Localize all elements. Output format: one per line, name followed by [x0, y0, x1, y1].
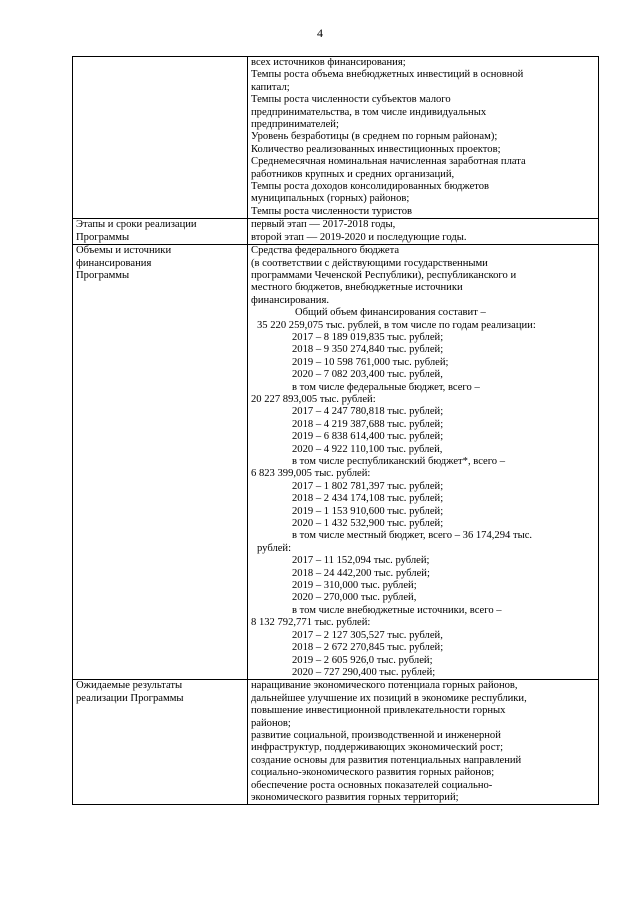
row-label-cell	[73, 245, 248, 680]
content-line: 2018 – 4 219 387,688 тыс. рублей;	[292, 418, 444, 430]
table-row	[73, 219, 599, 245]
content-line: всех источников финансирования;	[251, 57, 406, 68]
content-line: 20 227 893,005 тыс. рублей:	[251, 393, 376, 405]
content-line: 2017 – 11 152,094 тыс. рублей;	[292, 555, 430, 567]
content-line: 2017 – 1 802 781,397 тыс. рублей;	[292, 480, 444, 492]
content-line: Общий объем финансирования составит –	[295, 307, 486, 319]
content-line: первый этап — 2017-2018 годы,	[251, 219, 396, 231]
row-content-cell	[248, 57, 599, 219]
row-content-cell	[248, 680, 599, 805]
row-label: Программы	[76, 269, 130, 281]
content-line: развитие социальной, производственной и инженерной	[251, 729, 501, 741]
content-line: Темпы роста объема внебюджетных инвестиций в основной	[251, 69, 524, 81]
content-line: Темпы роста численности туристов	[251, 205, 413, 217]
content-line: 2019 – 1 153 910,600 тыс. рублей;	[292, 505, 444, 517]
content-line: Среднемесячная номинальная начисленная заработная плата	[251, 156, 526, 168]
row-label: Программы	[76, 231, 130, 243]
content-line: обеспечение роста основных показателей социально-	[251, 779, 493, 791]
content-line: рублей:	[257, 542, 292, 554]
table-row	[73, 245, 599, 680]
content-line: создание основы для развития потенциальных направлений	[251, 754, 522, 766]
content-line: Количество реализованных инвестиционных проектов;	[251, 143, 501, 155]
content-line: 2019 – 10 598 761,000 тыс. рублей;	[292, 356, 449, 368]
content-line: в том числе внебюджетные источники, всего –	[292, 604, 502, 616]
content-line: (в соответствии с действующими государственными	[251, 257, 488, 269]
content-line: 2017 – 2 127 305,527 тыс. рублей,	[292, 629, 443, 641]
content-line: повышение инвестиционной привлекательности горных	[251, 705, 506, 717]
content-line: 8 132 792,771 тыс. рублей:	[251, 617, 371, 629]
content-line: в том числе местный бюджет, всего – 36 174,294 тыс.	[292, 530, 533, 542]
row-label: финансирования	[76, 257, 152, 269]
row-label-cell	[73, 680, 248, 805]
content-line: экономического развития горных территорий;	[251, 791, 459, 803]
content-line: Уровень безработицы (в среднем по горным районам);	[251, 131, 498, 143]
content-line: капитал;	[251, 81, 290, 93]
content-line: 2020 – 727 290,400 тыс. рублей;	[292, 666, 436, 678]
row-label-cell	[73, 219, 248, 245]
content-line: 2020 – 7 082 203,400 тыс. рублей,	[292, 369, 443, 381]
table-row	[73, 57, 599, 219]
content-line: наращивание экономического потенциала горных районов,	[251, 680, 518, 692]
content-line: 2019 – 310,000 тыс. рублей;	[292, 580, 417, 592]
content-line: местного бюджетов, внебюджетные источники	[251, 282, 463, 294]
row-label: Объемы и источники	[76, 245, 172, 257]
content-line: 2017 – 8 189 019,835 тыс. рублей;	[292, 331, 444, 343]
content-line: 2018 – 2 672 270,845 тыс. рублей;	[292, 642, 444, 654]
content-line: 2018 – 9 350 274,840 тыс. рублей;	[292, 344, 444, 356]
row-label: реализации Программы	[76, 692, 184, 704]
content-line: Темпы роста численности субъектов малого	[251, 94, 451, 106]
content-line: Темпы роста доходов консолидированных бюджетов	[251, 181, 490, 193]
content-line: в том числе республиканский бюджет*, всего –	[292, 456, 506, 467]
content-line: в том числе федеральные бюджет, всего –	[292, 381, 480, 393]
table-row	[73, 680, 599, 805]
content-line: второй этап — 2019-2020 и последующие годы.	[251, 231, 467, 243]
content-line: социально-экономического развития горных районов;	[251, 767, 495, 779]
row-content-cell	[248, 219, 599, 245]
content-line: программами Чеченской Республики), республиканского и	[251, 269, 517, 281]
content-line: предпринимателей;	[251, 119, 339, 131]
content-line: 2018 – 24 442,200 тыс. рублей;	[292, 567, 430, 579]
row-label-cell	[73, 57, 248, 219]
content-line: районов;	[251, 717, 291, 729]
page-number: 4	[317, 26, 323, 40]
content-line: 2019 – 2 605 926,0 тыс. рублей;	[292, 654, 433, 666]
content-line: Средства федерального бюджета	[251, 245, 400, 257]
content-line: 35 220 259,075 тыс. рублей, в том числе по годам реализации:	[257, 319, 536, 331]
content-line: предпринимательства, в том числе индивидуальных	[251, 106, 487, 118]
content-line: 6 823 399,005 тыс. рублей:	[251, 468, 371, 480]
content-line: инфраструктур, поддерживающих экономический рост;	[251, 742, 504, 754]
content-line: дальнейшее улучшение их позиций в экономике республики,	[251, 692, 527, 704]
content-line: 2019 – 6 838 614,400 тыс. рублей;	[292, 431, 444, 443]
content-line: 2020 – 4 922 110,100 тыс. рублей,	[292, 443, 443, 455]
content-line: муниципальных (горных) районов;	[251, 193, 410, 205]
content-line: 2020 – 1 432 532,900 тыс. рублей;	[292, 518, 444, 530]
content-line: 2020 – 270,000 тыс. рублей,	[292, 592, 417, 604]
content-line: финансирования.	[251, 294, 329, 306]
row-content-cell	[248, 245, 599, 680]
row-label: Этапы и сроки реализации	[76, 219, 197, 231]
row-label: Ожидаемые результаты	[76, 680, 183, 692]
content-line: 2017 – 4 247 780,818 тыс. рублей;	[292, 406, 444, 418]
content-line: 2018 – 2 434 174,108 тыс. рублей;	[292, 493, 444, 505]
content-line: работников крупных и средних организаций,	[251, 168, 455, 180]
program-passport-table	[72, 56, 599, 805]
